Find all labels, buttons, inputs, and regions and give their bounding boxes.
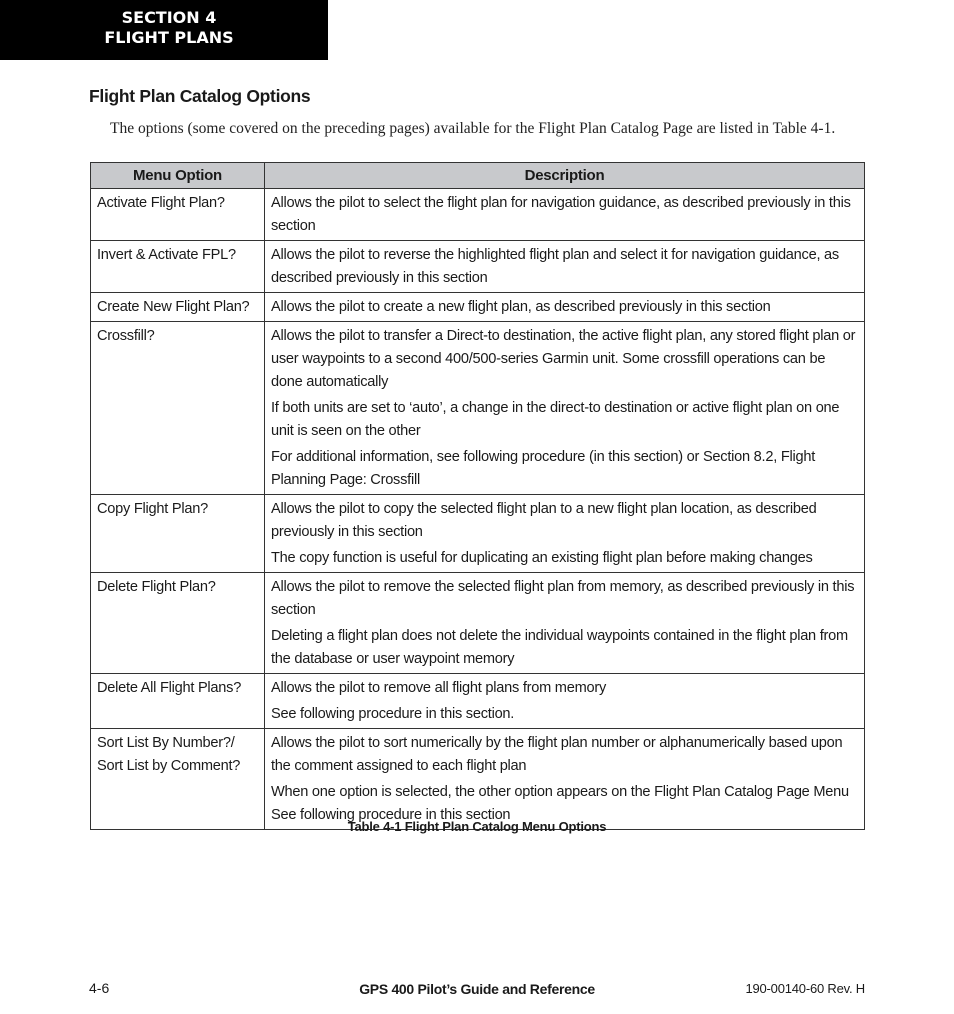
document-number: 190-00140-60 Rev. H xyxy=(745,981,865,996)
description-cell xyxy=(265,189,865,241)
intro-paragraph: The options (some covered on the preceding pages) available for the Flight Plan Catalog Page are listed in Table 4-1. xyxy=(110,120,836,137)
table-header-row xyxy=(91,163,865,189)
description-text: Allows the pilot to transfer a Direct-to destination, the active flight plan, any stored flight plan or user waypoints to a second 400/500-series Garmin unit. Some crossfill operations can be done automatically xyxy=(271,328,856,390)
description-text: If both units are set to ‘auto’, a change in the direct-to destination or active flight plan on one unit is seen on the other xyxy=(271,400,840,439)
page-heading: Flight Plan Catalog Options xyxy=(89,86,311,106)
description-cell xyxy=(265,322,865,495)
menu-option-cell: Sort List By Number?/ Sort List by Comment? xyxy=(91,729,265,830)
section-number: SECTION 4 xyxy=(121,8,217,27)
description-cell xyxy=(265,573,865,674)
menu-option-cell: Delete Flight Plan? xyxy=(91,573,265,674)
section-title: FLIGHT PLANS xyxy=(104,28,234,47)
description-text: Allows the pilot to reverse the highlighted flight plan and select it for navigation guidance, as described previously in this section xyxy=(271,247,839,286)
header-menu-option: Menu Option xyxy=(91,163,265,189)
description-text: Allows the pilot to remove all flight plans from memory xyxy=(271,680,607,696)
description-text: Allows the pilot to sort numerically by the flight plan number or alphanumerically based upon the comment assigned to each flight plan xyxy=(271,735,843,774)
description-cell xyxy=(265,674,865,729)
footer-title: GPS 400 Pilot’s Guide and Reference xyxy=(359,981,595,997)
section-tab xyxy=(0,0,328,60)
table-row xyxy=(91,241,865,293)
table-row xyxy=(91,573,865,674)
description-text: When one option is selected, the other option appears on the Flight Plan Catalog Page Menu See following procedure in this section xyxy=(271,784,849,823)
table-row xyxy=(91,674,865,729)
description-text: See following procedure in this section. xyxy=(271,706,515,722)
menu-option-cell: Invert & Activate FPL? xyxy=(91,241,265,293)
description-text: Deleting a flight plan does not delete the individual waypoints contained in the flight plan from the database or user waypoint memory xyxy=(271,628,848,667)
header-description: Description xyxy=(265,163,865,189)
description-cell xyxy=(265,241,865,293)
description-cell xyxy=(265,495,865,573)
menu-option-cell: Copy Flight Plan? xyxy=(91,495,265,573)
description-text: Allows the pilot to create a new flight plan, as described previously in this section xyxy=(271,299,771,315)
table-row xyxy=(91,322,865,495)
description-text: For additional information, see following procedure (in this section) or Section 8.2, Flight Planning Page: Crossfill xyxy=(271,449,816,488)
table-caption: Table 4-1 Flight Plan Catalog Menu Options xyxy=(347,819,607,834)
menu-option-cell: Delete All Flight Plans? xyxy=(91,674,265,729)
description-text: The copy function is useful for duplicating an existing flight plan before making changes xyxy=(271,550,813,566)
description-text: Allows the pilot to copy the selected flight plan to a new flight plan location, as described previously in this section xyxy=(271,501,817,540)
table-row xyxy=(91,729,865,830)
description-text: Allows the pilot to select the flight plan for navigation guidance, as described previously in this section xyxy=(271,195,851,234)
description-cell xyxy=(265,729,865,830)
description-text: Allows the pilot to remove the selected flight plan from memory, as described previously in this section xyxy=(271,579,855,618)
table-row xyxy=(91,189,865,241)
table-row xyxy=(91,495,865,573)
menu-option-cell: Create New Flight Plan? xyxy=(91,293,265,322)
table-row xyxy=(91,293,865,322)
description-cell xyxy=(265,293,865,322)
menu-option-cell: Activate Flight Plan? xyxy=(91,189,265,241)
page-number: 4-6 xyxy=(89,980,110,996)
options-table xyxy=(90,162,865,830)
menu-option-cell: Crossfill? xyxy=(91,322,265,495)
